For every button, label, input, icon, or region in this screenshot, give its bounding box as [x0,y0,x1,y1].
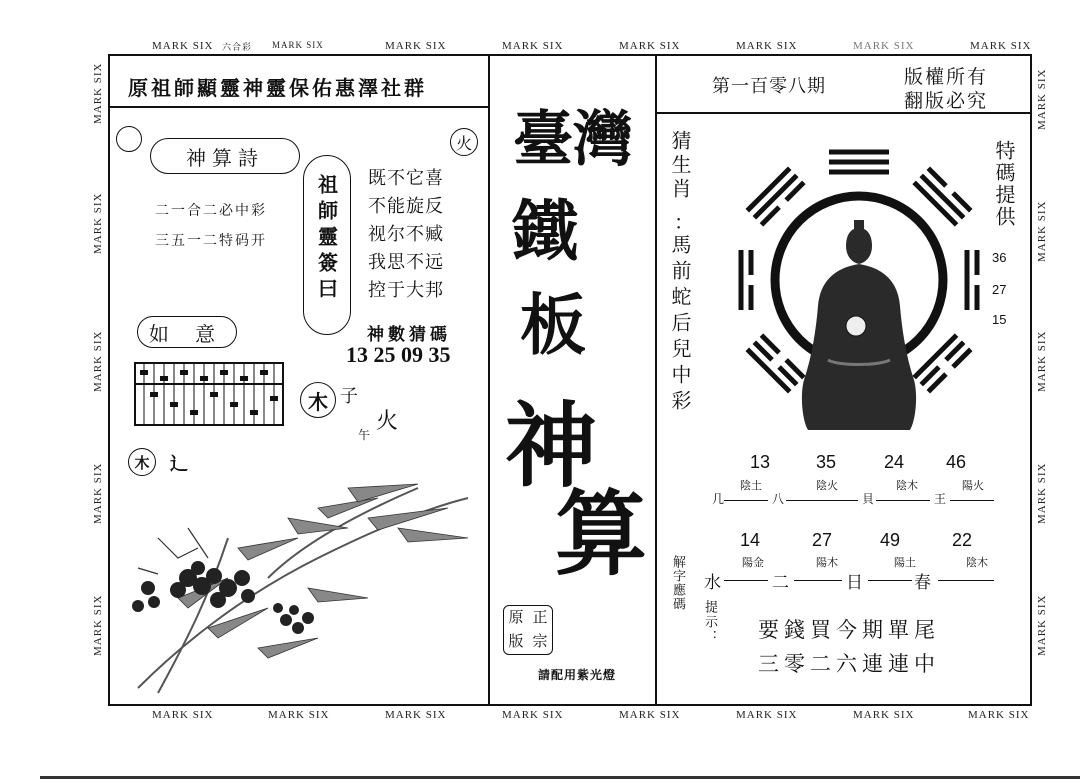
special-code-3: 15 [992,312,1007,327]
row1-tag: 陽火 [962,479,984,492]
row2-dash [794,580,842,581]
row2-dash [724,580,768,581]
fire-label: 火 [455,133,472,153]
scan-edge-line [40,776,1080,779]
issue-number: 第一百零八期 [712,76,826,97]
title-ban: 板 [520,286,586,364]
hint-line-1: 要錢買今期單尾 [758,618,940,642]
wood-element-label: 木 [308,389,328,414]
seal-char: 版 [508,632,524,650]
blessing-header: 原祖師顯靈神靈保佑惠澤社群 [128,76,427,100]
row2-dash [868,580,912,581]
bamboo-berry-illustration [118,478,478,698]
row2-tag: 陽金 [742,556,764,569]
wu-char: 午 [358,428,371,442]
watermark-text: MARK SIX [268,709,330,721]
watermark-text: MARK SIX [853,40,915,52]
hint-label: 提示： [702,600,717,645]
row2-number: 14 [740,530,761,550]
master-sign: 祖師靈簽曰 [314,174,339,304]
watermark-text: MARK SIX [502,709,564,721]
copyright-line-1: 版權所有 [904,66,989,88]
row1-dash [876,500,930,501]
row2-tag: 陰木 [966,556,988,569]
oracle-line: 控于大邦 [368,280,444,301]
watermark-text: MARK SIX [385,709,447,721]
row2-char: 春 [914,573,931,593]
wood-small-label: 木 [134,453,150,472]
row2-number: 27 [812,530,833,550]
wood-element-circle [300,382,336,418]
prophecy-line-1: 二一合二必中彩 [155,203,267,219]
title-tie: 鐵 [512,192,578,270]
watermark-text: MARK SIX [968,709,1030,721]
row2-char: 二 [772,573,789,593]
watermark-text: MARK SIX [619,40,681,52]
wood-small-circle [128,448,156,476]
number-guess-label: 神數猜碼 [367,325,451,345]
oracle-poem [368,164,468,314]
row1-char: 几 [712,492,725,506]
row2-char: 日 [846,573,863,593]
row2-dash [938,580,994,581]
watermark-text: MARK SIX [152,40,214,52]
title-shen: 神 [505,392,598,500]
oracle-line: 视尔不臧 [368,224,444,245]
oracle-line: 不能旋反 [368,196,444,217]
number-guess-values: 13 25 09 35 [346,342,451,367]
row2-char: 水 [704,573,721,593]
wood-tail-char: 辶 [170,454,188,475]
special-code-2: 27 [992,282,1007,297]
left-header-divider [108,106,489,108]
guess-zodiac-answer: 馬前蛇后兒中彩 [668,234,692,416]
poem-title-box [150,138,300,174]
watermark-text: MARK SIX [92,594,104,656]
row1-number: 24 [884,452,905,472]
row1-dash [724,500,768,501]
watermark-text: MARK SIX [853,709,915,721]
seal-char: 原 [508,608,524,626]
row1-dash [786,500,858,501]
watermark-text: MARK SIX [385,40,447,52]
row1-number: 46 [946,452,967,472]
row2-number: 22 [952,530,973,550]
row1-char: 貝 [862,492,875,506]
watermark-text: MARK SIX [92,62,104,124]
row2-tag: 陽土 [894,556,916,569]
watermark-text: MARK SIX [736,709,798,721]
ruyi-label: 如 意 [148,321,226,346]
watermark-text: MARK SIX [1036,68,1048,130]
row1-tag: 陰火 [816,479,838,492]
bagua-deity-illustration [738,130,980,440]
corner-circle [116,126,142,152]
row1-tag: 陰土 [740,479,762,492]
watermark-text: MARK SIX [92,462,104,524]
poem-title: 神算詩 [186,145,264,170]
watermark-text: MARK SIX [272,40,324,50]
oracle-line: 我思不远 [368,252,444,273]
decode-label: 解字應碼 [670,555,685,611]
row1-dash [950,500,994,501]
watermark-text: MARK SIX [736,40,798,52]
row1-char: 八 [772,492,785,506]
row2-number: 49 [880,530,901,550]
seal-char: 宗 [532,632,548,650]
huo-char: 火 [376,409,399,434]
abacus-illustration [134,362,284,426]
watermark-text: MARK SIX [619,709,681,721]
copyright-line-2: 翻版必究 [904,90,989,112]
fire-circle [450,128,478,156]
ruyi-box [137,316,237,348]
zi-char: 子 [340,386,358,407]
row2-tag: 陽木 [816,556,838,569]
row1-tag: 陰木 [896,479,918,492]
watermark-text: MARK SIX [1036,462,1048,524]
title-suan: 算 [555,480,648,588]
watermark-text: MARK SIX [1036,330,1048,392]
row1-char: 王 [934,492,947,506]
watermark-small-text: 六合彩 [222,42,253,52]
authentic-seal [503,605,553,655]
watermark-text: MARK SIX [92,192,104,254]
watermark-text: MARK SIX [502,40,564,52]
guess-zodiac-label: 猜生肖 [668,130,692,202]
uv-light-note: 請配用紫光燈 [538,668,617,682]
watermark-text: MARK SIX [152,709,214,721]
special-code-1: 36 [992,250,1007,265]
watermark-text: MARK SIX [1036,200,1048,262]
oracle-line: 既不它喜 [368,168,444,189]
watermark-text: MARK SIX [92,330,104,392]
watermark-text: MARK SIX [1036,594,1048,656]
row1-number: 13 [750,452,771,472]
seal-char: 正 [532,608,548,626]
special-code-label: 特碼提供 [992,140,1016,228]
title-taiwan: 臺灣 [513,105,633,175]
watermark-text: MARK SIX [970,40,1032,52]
hint-line-2: 三零二六連連中 [758,652,940,676]
row1-number: 35 [816,452,837,472]
master-sign-box [303,155,351,335]
prophecy-line-2: 三五一二特码开 [155,233,267,249]
guess-colon: ： [674,210,694,234]
